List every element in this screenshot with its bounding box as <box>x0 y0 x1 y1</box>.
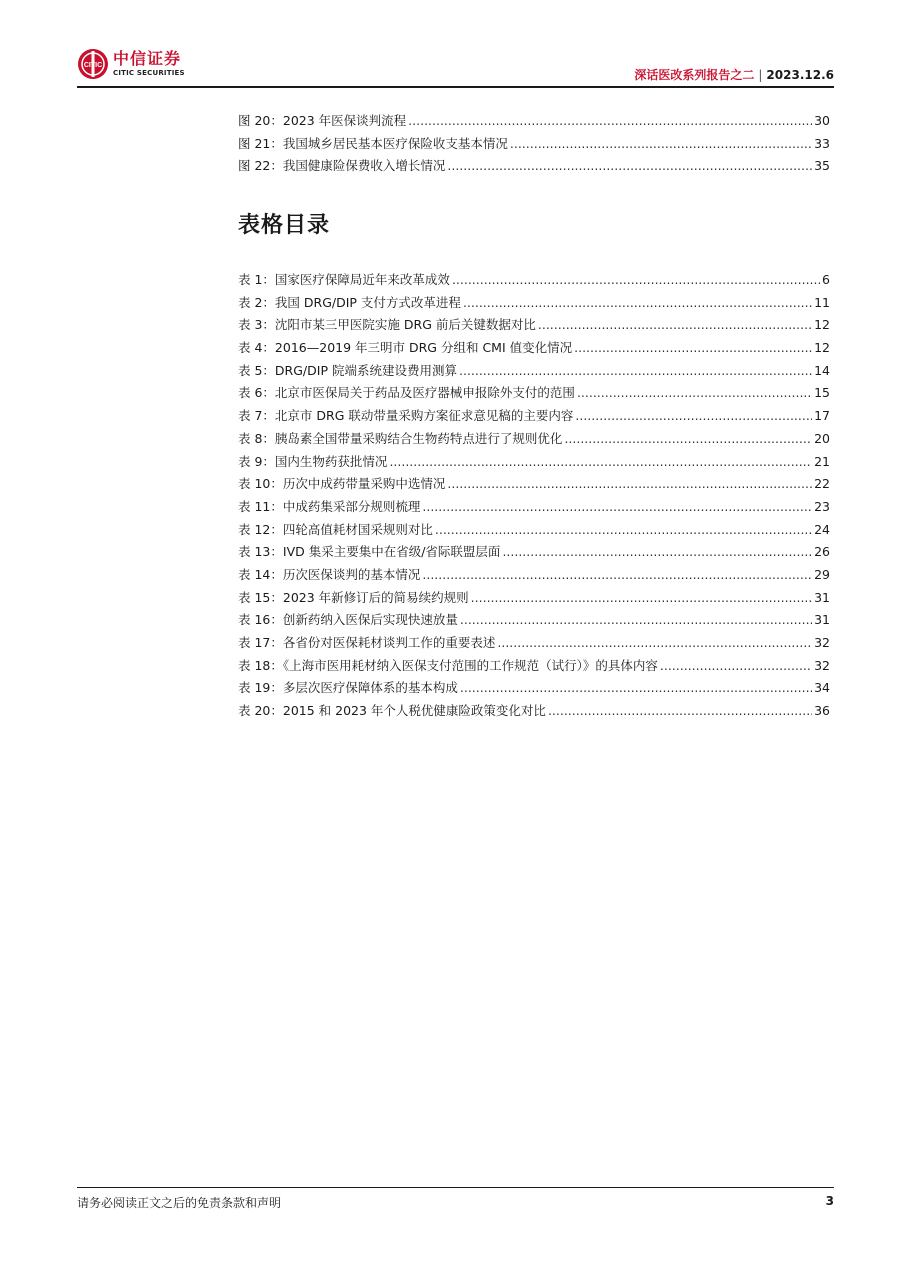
toc-entry[interactable] <box>238 656 830 679</box>
toc-entry-page: 24 <box>814 521 830 537</box>
toc-entry-page: 35 <box>814 158 830 174</box>
toc-leader-dots <box>422 499 812 514</box>
toc-entry-page: 30 <box>814 113 830 128</box>
toc-entry-label: 表 12：四轮高值耗材国采规则对比 <box>238 521 433 537</box>
figures-toc <box>238 111 830 179</box>
logo-wordmark <box>113 51 185 77</box>
toc-leader-dots <box>548 703 812 718</box>
toc-leader-dots <box>502 544 812 559</box>
toc-entry-label: 表 18：《上海市医用耗材纳入医保支付范围的工作规范（试行）》的具体内容 <box>238 657 658 673</box>
citic-logo <box>77 48 185 80</box>
report-date: 2023.12.6 <box>766 68 834 82</box>
toc-entry-label: 表 1：国家医疗保障局近年来改革成效 <box>238 272 450 287</box>
toc-entry-label: 表 6：北京市医保局关于药品及医疗器械申报除外支付的范围 <box>238 385 575 401</box>
toc-entry-label: 表 11：中成药集采部分规则梳理 <box>238 498 421 514</box>
toc-entry[interactable] <box>238 520 830 543</box>
tables-section-title: 表格目录 <box>238 213 331 238</box>
toc-entry-page: 29 <box>814 566 830 582</box>
toc-leader-dots <box>389 454 812 469</box>
toc-entry-page: 34 <box>814 680 830 696</box>
toc-leader-dots <box>660 658 812 673</box>
toc-entry-page: 12 <box>814 317 830 333</box>
footer-disclaimer: 请务必阅读正文之后的免责条款和声明 <box>77 1196 282 1210</box>
toc-entry-page: 11 <box>814 294 830 310</box>
toc-leader-dots <box>463 295 812 310</box>
toc-entry[interactable] <box>238 633 830 656</box>
toc-entry-page: 33 <box>814 135 830 151</box>
toc-entry[interactable] <box>238 315 830 338</box>
toc-entry[interactable] <box>238 134 830 157</box>
toc-entry[interactable] <box>238 678 830 701</box>
toc-leader-dots <box>471 590 812 605</box>
report-meta <box>634 66 834 83</box>
toc-leader-dots <box>447 476 812 491</box>
toc-entry[interactable] <box>238 588 830 611</box>
toc-entry-label: 表 9：国内生物药获批情况 <box>238 453 388 469</box>
toc-entry-page: 14 <box>814 362 830 378</box>
toc-leader-dots <box>564 431 812 446</box>
toc-entry-page: 32 <box>814 657 830 673</box>
toc-entry-label: 表 8：胰岛素全国带量采购结合生物药特点进行了规则优化 <box>238 430 563 446</box>
logo-mark-text: CITIC <box>83 62 103 69</box>
toc-entry-label: 表 15：2023 年新修订后的简易续约规则 <box>238 589 469 605</box>
toc-entry-label: 表 3：沈阳市某三甲医院实施 DRG 前后关键数据对比 <box>238 317 536 333</box>
toc-entry-page: 23 <box>814 498 830 514</box>
toc-entry-label: 图 20：2023 年医保谈判流程 <box>238 113 407 128</box>
toc-entry-label: 表 5：DRG/DIP 院端系统建设费用测算 <box>238 362 457 378</box>
toc-entry-label: 表 13：IVD 集采主要集中在省级/省际联盟层面 <box>238 544 501 560</box>
toc-entry[interactable] <box>238 429 830 452</box>
toc-entry-page: 12 <box>814 340 830 356</box>
toc-entry-page: 21 <box>814 453 830 469</box>
toc-entry-page: 36 <box>814 703 830 719</box>
report-series: 深话医改系列报告之二 <box>634 68 755 82</box>
toc-entry-page: 17 <box>814 408 830 424</box>
toc-leader-dots <box>452 272 820 287</box>
logo-en-text: CITIC SECURITIES <box>113 69 185 77</box>
toc-entry-label: 表 17：各省份对医保耗材谈判工作的重要表述 <box>238 635 496 650</box>
toc-leader-dots <box>538 317 812 332</box>
toc-entry[interactable] <box>238 111 830 134</box>
toc-entry[interactable] <box>238 701 830 724</box>
toc-entry[interactable] <box>238 452 830 475</box>
toc-entry-page: 26 <box>814 544 830 560</box>
toc-entry-label: 表 20：2015 和 2023 年个人税优健康险政策变化对比 <box>238 703 546 719</box>
toc-entry[interactable] <box>238 270 830 293</box>
toc-leader-dots <box>574 340 812 355</box>
toc-entry[interactable] <box>238 497 830 520</box>
toc-entry-label: 图 21：我国城乡居民基本医疗保险收支基本情况 <box>238 135 508 151</box>
toc-entry-label: 表 19：多层次医疗保障体系的基本构成 <box>238 680 458 696</box>
header-separator: | <box>758 68 763 82</box>
toc-leader-dots <box>577 385 812 400</box>
toc-entry-label: 表 10：历次中成药带量采购中选情况 <box>238 476 446 492</box>
toc-leader-dots <box>408 113 812 128</box>
toc-entry-label: 图 22：我国健康险保费收入增长情况 <box>238 158 446 174</box>
toc-leader-dots <box>422 567 812 582</box>
toc-leader-dots <box>435 522 812 537</box>
toc-entry[interactable] <box>238 474 830 497</box>
page-number: 3 <box>825 1194 834 1208</box>
toc-entry[interactable] <box>238 361 830 384</box>
citic-logo-icon <box>77 48 109 80</box>
toc-leader-dots <box>497 635 812 650</box>
toc-entry[interactable] <box>238 383 830 406</box>
toc-entry-page: 15 <box>814 385 830 401</box>
toc-entry[interactable] <box>238 610 830 633</box>
toc-entry[interactable] <box>238 406 830 429</box>
toc-entry[interactable] <box>238 156 830 179</box>
toc-leader-dots <box>459 363 812 378</box>
toc-leader-dots <box>447 158 812 173</box>
toc-entry-page: 31 <box>814 612 830 628</box>
toc-entry[interactable] <box>238 565 830 588</box>
tables-toc <box>238 270 830 724</box>
toc-entry-page: 31 <box>814 589 830 605</box>
toc-leader-dots <box>460 612 812 627</box>
footer-divider <box>77 1187 834 1188</box>
toc-entry-page: 22 <box>814 476 830 492</box>
toc-entry[interactable] <box>238 338 830 361</box>
toc-entry-page: 20 <box>814 430 830 446</box>
toc-leader-dots <box>460 680 812 695</box>
toc-entry-page: 32 <box>814 635 830 650</box>
toc-entry-label: 表 4：2016—2019 年三明市 DRG 分组和 CMI 值变化情况 <box>238 340 573 356</box>
toc-entry[interactable] <box>238 293 830 316</box>
toc-leader-dots <box>510 136 812 151</box>
toc-entry-label: 表 16：创新药纳入医保后实现快速放量 <box>238 612 458 628</box>
toc-entry-label: 表 14：历次医保谈判的基本情况 <box>238 566 421 582</box>
toc-entry[interactable] <box>238 542 830 565</box>
toc-entry-label: 表 7：北京市 DRG 联动带量采购方案征求意见稿的主要内容 <box>238 408 574 424</box>
header-divider <box>77 86 834 88</box>
toc-entry-label: 表 2：我国 DRG/DIP 支付方式改革进程 <box>238 294 461 310</box>
toc-entry-page: 6 <box>822 272 830 287</box>
toc-leader-dots <box>575 408 812 423</box>
page-header <box>77 44 834 88</box>
logo-cn-text: 中信证券 <box>113 49 182 68</box>
